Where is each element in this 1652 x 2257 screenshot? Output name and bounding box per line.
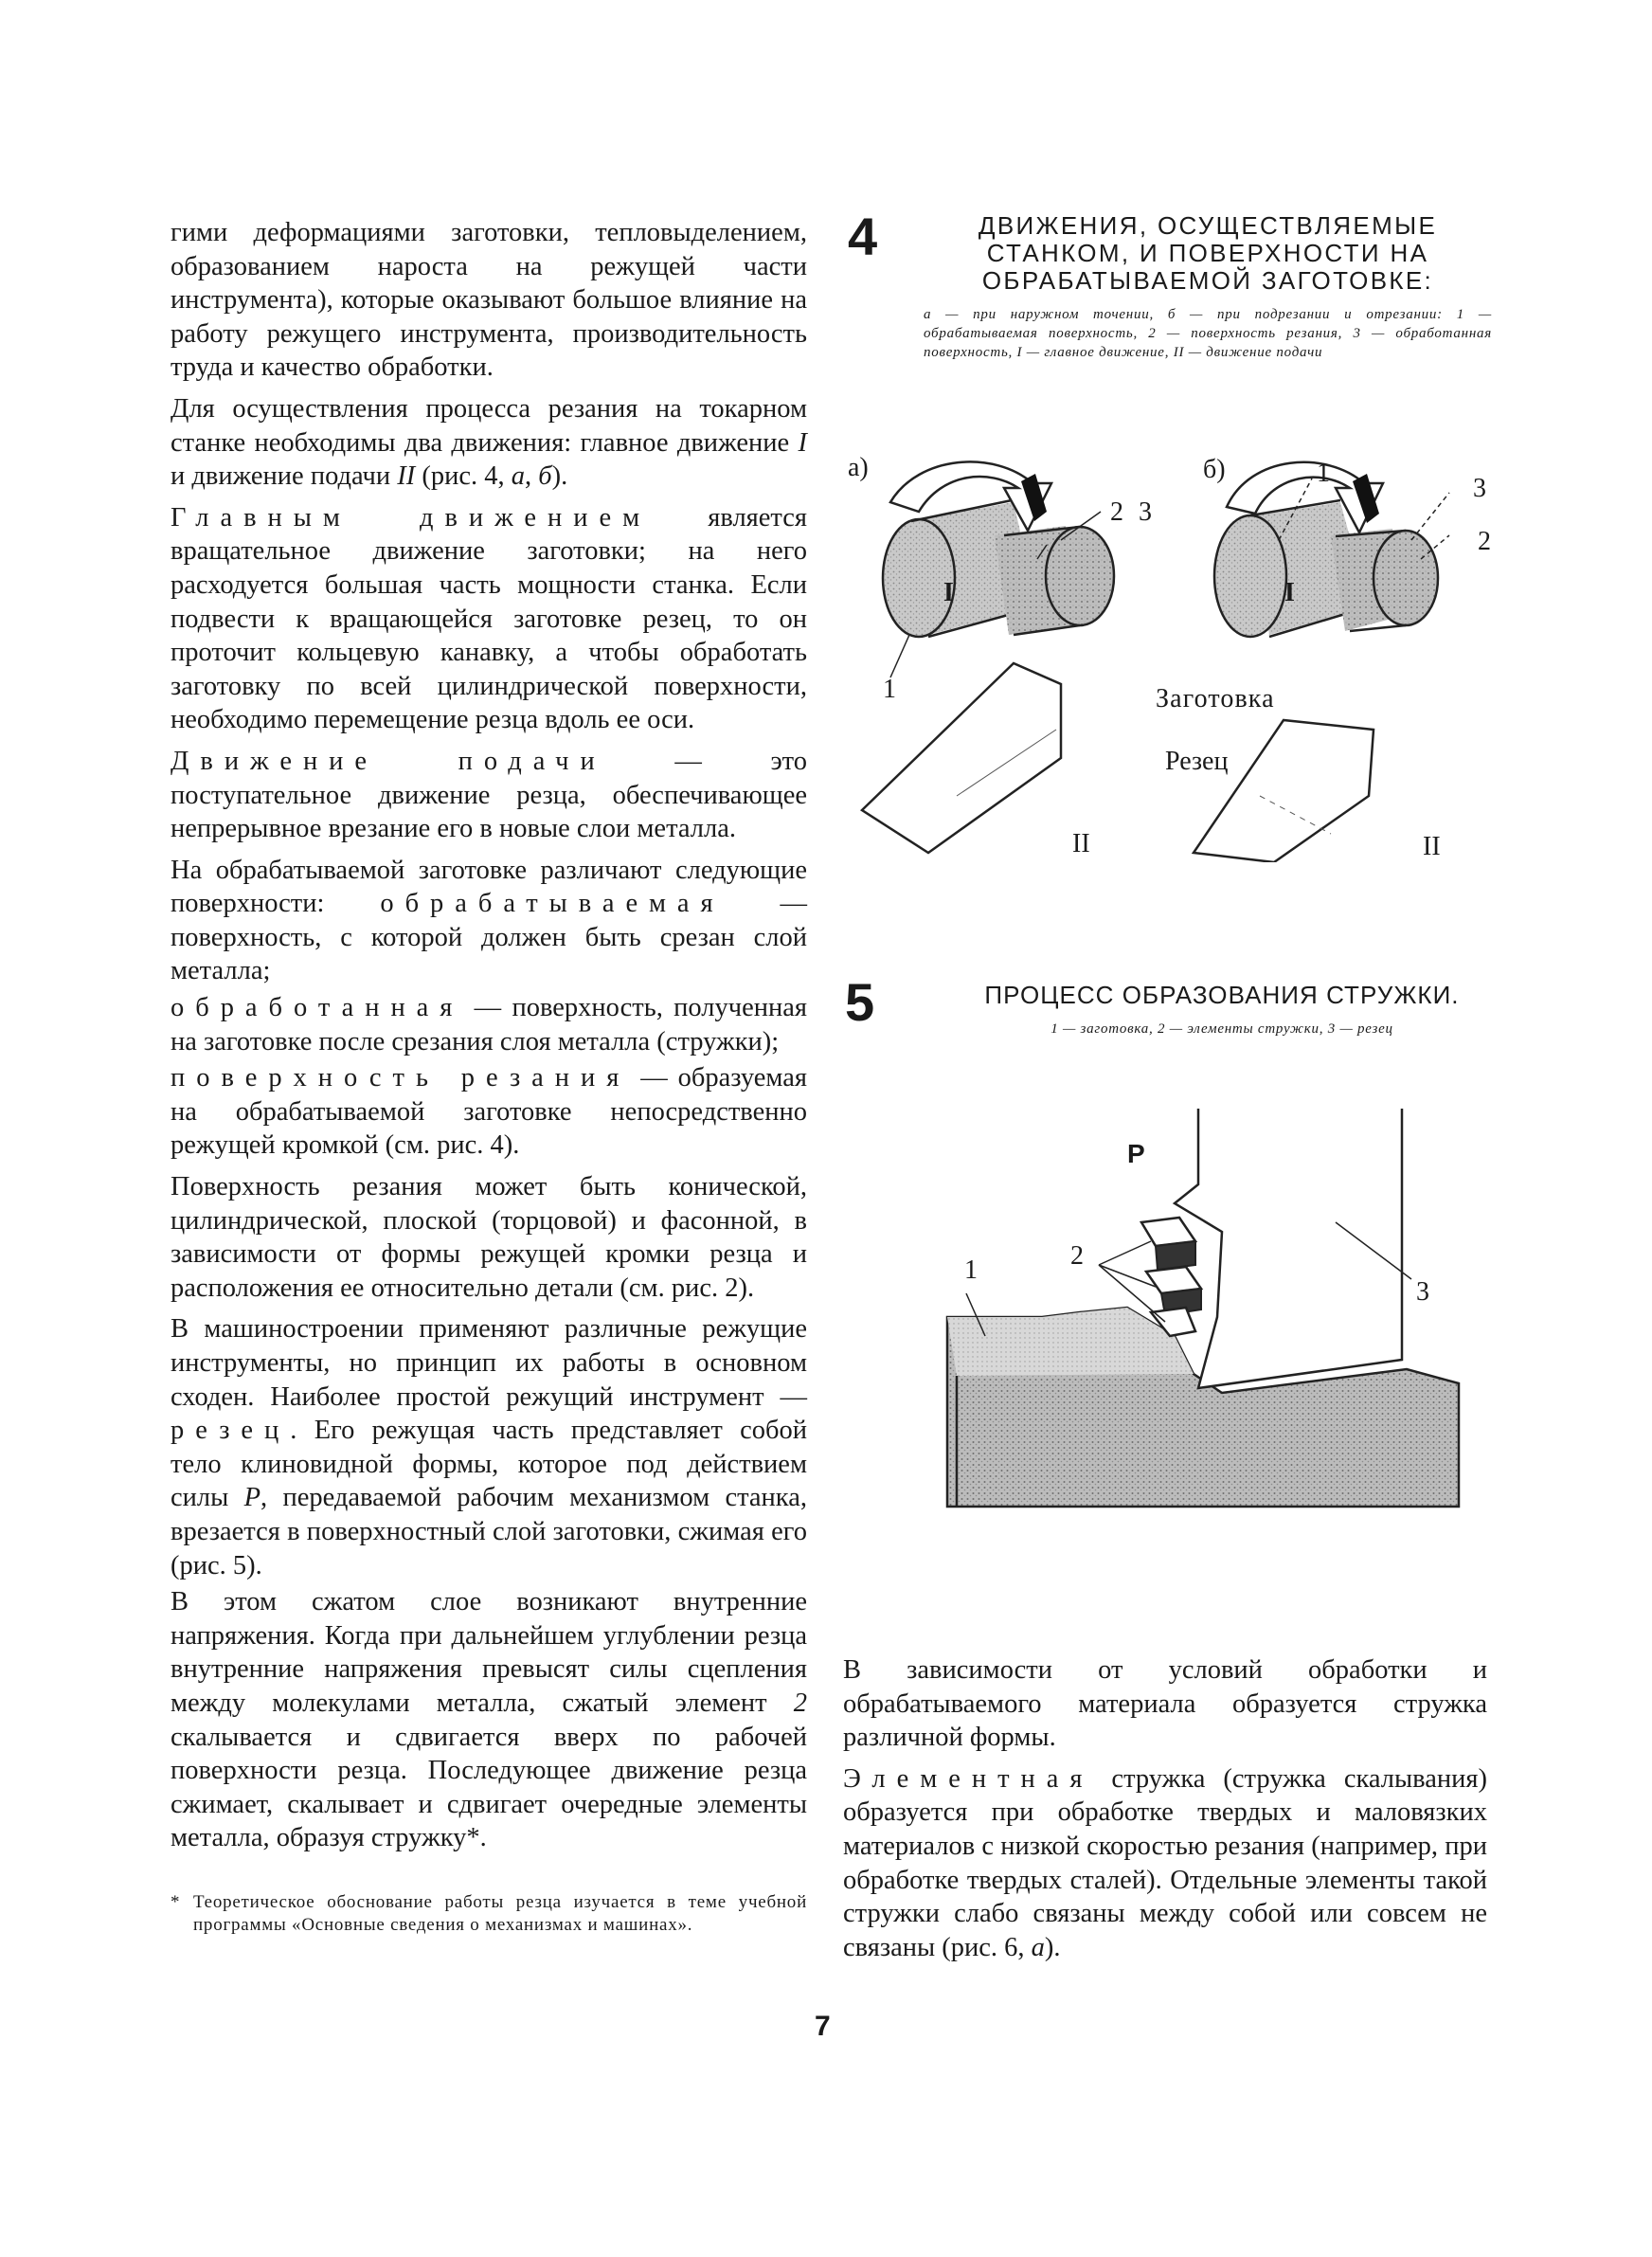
- figure-4b-drawing: [1194, 462, 1449, 862]
- figure-5-num-1: 1: [964, 1255, 978, 1285]
- p9-text-c: , передаваемой рабочим механизмом станка, врезается в поверхностный слой заготовки, сжимая его (рис. 5).: [171, 1483, 807, 1580]
- chip-element: [1156, 1241, 1195, 1270]
- figure-5-caption: 1 — заготовка, 2 — элементы стружки, 3 — резец: [1050, 1021, 1393, 1037]
- p10-text-a: В этом сжатом слое возникают внутренние напряжения. Когда при дальнейшем углублении резца внутренние напряжения превысят силы сцепления между молекулами металла, сжатый элемент: [171, 1587, 807, 1718]
- leader-a-1: [890, 635, 909, 677]
- figure-4a-num-2: 2: [1110, 497, 1123, 527]
- cutter: [1175, 1109, 1402, 1388]
- figure-4a-num-1: 1: [883, 675, 896, 704]
- p5-text-b: — поверхность, с которой должен быть срезан слой металла;: [171, 889, 807, 986]
- p2-motion-II: II: [397, 461, 416, 492]
- leader-5-2a: [1099, 1241, 1151, 1265]
- figure-5-num-3: 3: [1416, 1277, 1429, 1307]
- p2-fig-a: а: [511, 461, 525, 492]
- term-machined: обработанная: [171, 993, 464, 1023]
- page-number: 7: [815, 2011, 831, 2042]
- figure-5-number: 5: [845, 972, 875, 1032]
- figure-4b-motion-II: II: [1423, 832, 1441, 861]
- term-element-chip: Элементная: [843, 1763, 1094, 1794]
- cutter-b: [1194, 720, 1374, 862]
- footnote: [171, 1891, 807, 1937]
- workpiece-b-end: [1214, 515, 1286, 637]
- figure-4b-motion-I: I: [1284, 578, 1295, 607]
- rp2-text-a: стружка (стружка скалывания) образуется при обработке твердых и маловязких материалов с низкой скоростью резания (например, при обработке твердых сталей). Отдельные элементы такой стружки слабо связаны между собой или совсем не связаны (рис. 6,: [843, 1763, 1487, 1962]
- figure-4-cutter-label: Резец: [1165, 747, 1229, 776]
- leader-b-3: [1411, 493, 1449, 540]
- paragraph-6: [171, 991, 807, 1058]
- paragraph-8: Поверхность резания может быть конической, цилиндрической, плоской (торцовой) и фасонной, в зависимости от формы режущей кромки резца и расположения ее относительно детали (см. рис. 2).: [171, 1172, 807, 1303]
- p9-force-P: P: [243, 1483, 261, 1513]
- paragraph-2: [171, 392, 807, 494]
- p9-text-b: . Его режущая часть представляет собой тело клиновидной формы, которое под действием силы: [171, 1416, 807, 1513]
- p2-text-b: и движение подачи: [171, 461, 398, 492]
- figure-4b-num-2: 2: [1478, 527, 1491, 556]
- p2-text-c: (рис. 4,: [415, 461, 512, 492]
- figure-4-title: ДВИЖЕНИЯ, ОСУЩЕСТВЛЯЕМЫЕ СТАНКОМ, И ПОВЕРХНОСТИ НА ОБРАБАТЫВАЕМОЙ ЗАГОТОВКЕ:: [978, 211, 1438, 295]
- figure-5-illustration: [938, 1099, 1478, 1535]
- p3-text: является вращательное движение заготовки; на него расходуется большая часть мощности станка. Если подвести к вращающейся заготовке резец, то он проточит кольцевую канавку, а чтобы обработать заготовку по всей цилиндрической поверхности, необходимо перемещение резца вдоль ее оси.: [171, 502, 807, 735]
- rp2-fig-a: а: [1031, 1932, 1045, 1962]
- right-paragraph-2: [843, 1762, 1487, 1965]
- figure-4a-num-3: 3: [1139, 497, 1152, 527]
- figure-4-caption: а — при наружном точении, б — при подрезании и отрезании: 1 — обрабатываемая поверхность, 2 — поверхность резания, 3 — обработанная поверхность, I — главное движение, II — движение подачи: [924, 307, 1492, 360]
- p5-text-a: На обрабатываемой заготовке различают следующие поверхности:: [171, 855, 807, 919]
- figure-5-title: ПРОЦЕСС ОБРАЗОВАНИЯ СТРУЖКИ.: [984, 981, 1460, 1009]
- footnote-marker: *: [171, 1892, 181, 1912]
- p2-text-a: Для осуществления процесса резания на токарном станке необходимы два движения: главное движение: [171, 393, 807, 458]
- rp2-text-b: ).: [1044, 1932, 1061, 1962]
- term-main-motion: Главным движением: [171, 502, 652, 533]
- term-cutting-surface: поверхность резания: [171, 1063, 631, 1093]
- figure-4-workpiece-label: Заготовка: [1156, 684, 1275, 713]
- p10-element-2: 2: [793, 1688, 807, 1718]
- left-text-column: [171, 216, 807, 1858]
- p9-text-a: В машиностроении применяют различные режущие инструменты, но принцип их работы в основном сходен. Наиболее простой режущий инструмент —: [171, 1314, 807, 1412]
- paragraph-4: [171, 745, 807, 846]
- paragraph-3: [171, 501, 807, 737]
- footnote-text: Теоретическое обоснование работы резца изучается в теме учебной программы «Основные сведения о механизмах и машинах».: [193, 1892, 807, 1935]
- figure-4-label-b: б): [1203, 455, 1226, 484]
- p2-sep: ,: [525, 461, 539, 492]
- paragraph-10: [171, 1585, 807, 1855]
- figure-4-illustration: [848, 445, 1506, 862]
- p2-text-d: ).: [551, 461, 568, 492]
- p4-text: — это поступательное движение резца, обеспечивающее непрерывное врезание его в новые слои металла.: [171, 746, 808, 844]
- figure-4-label-a: а): [848, 453, 869, 482]
- figure-4a-drawing: [862, 461, 1114, 853]
- figure-5-svg: [938, 1099, 1478, 1535]
- figure-5-num-2: 2: [1070, 1241, 1084, 1271]
- paragraph-1: гими деформациями заготовки, тепловыделением, образованием нароста на режущей части инструмента), которые оказывают большое влияние на работу режущего инструмента, производительность труда и качество обработки.: [171, 218, 807, 383]
- workpiece-b-step-face: [1374, 531, 1438, 625]
- term-processed: обрабатываемая: [380, 889, 725, 919]
- right-paragraph-1: В зависимости от условий обработки и обрабатываемого материала образуется стружка различной формы.: [843, 1655, 1487, 1753]
- figure-5-force-P: P: [1127, 1139, 1145, 1168]
- p2-motion-I: I: [798, 427, 807, 458]
- figure-4-number: 4: [848, 207, 878, 266]
- figure-4a-motion-II: II: [1072, 829, 1090, 858]
- term-feed-motion: Движение подачи: [171, 746, 606, 776]
- workpiece-a-step-face: [1046, 527, 1114, 625]
- figure-4-svg: [853, 445, 1506, 862]
- figure-4b-num-3: 3: [1473, 474, 1486, 503]
- paragraph-9: [171, 1312, 807, 1582]
- figure-4b-num-1: 1: [1317, 459, 1330, 488]
- right-text-column: [843, 1653, 1487, 1967]
- paragraph-7: [171, 1061, 807, 1163]
- paragraph-5: [171, 854, 807, 988]
- p10-text-b: скалывается и сдвигается вверх по рабочей поверхности резца. Последующее движение резца сжимает, скалывает и сдвигает очередные элементы металла, образуя стружку*.: [171, 1722, 807, 1853]
- term-cutter: резец: [171, 1416, 291, 1446]
- leader-5-2b: [1099, 1265, 1156, 1287]
- p2-fig-b: б: [538, 461, 552, 492]
- figure-4a-motion-I: I: [943, 578, 954, 607]
- p6-text: — поверхность, полученная на заготовке после срезания слоя металла (стружки);: [171, 993, 807, 1056]
- p7-text: — образуемая на обрабатываемой заготовке непосредственно режущей кромкой (см. рис. 4).: [171, 1063, 808, 1161]
